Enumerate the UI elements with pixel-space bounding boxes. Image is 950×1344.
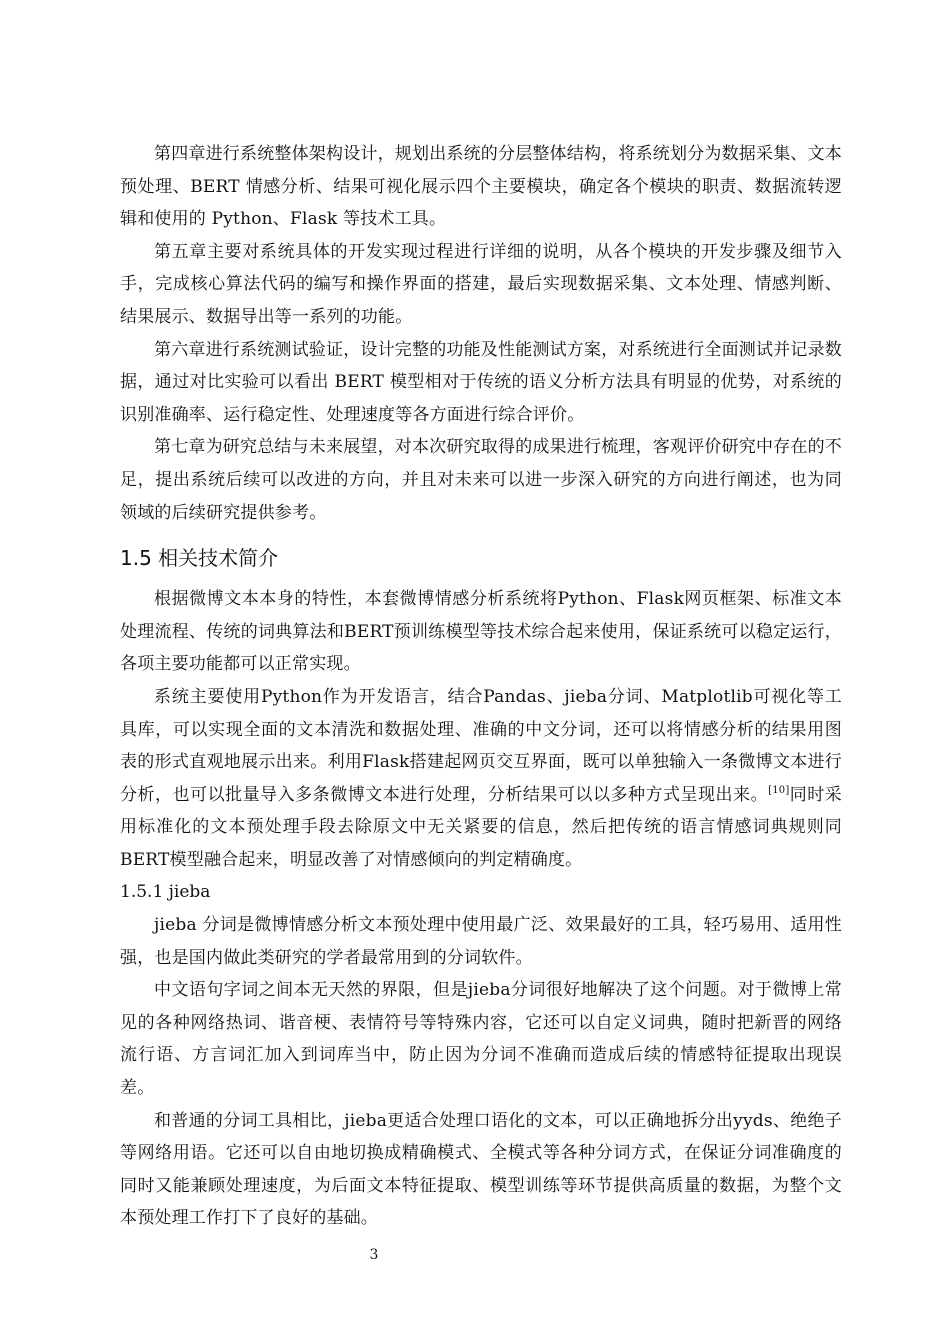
citation-reference[interactable]: [10]: [768, 784, 790, 796]
paragraph-jieba-intro: jieba 分词是微博情感分析文本预处理中使用最广泛、效果最好的工具，轻巧易用、适用性强，也是国内做此类研究的学者最常用到的分词软件。: [120, 915, 842, 968]
paragraph-jieba-comparison: 和普通的分词工具相比，jieba更适合处理口语化的文本，可以正确地拆分出yyds、绝绝子等网络用语。它还可以自由地切换成精确模式、全模式等各种分词方式，在保证分词准确度的同时又能兼顾处理速度，为后面文本特征提取、模型训练等环节提供高质量的数据，为整个文本预处理工作打下了良好的基础。: [120, 1110, 842, 1229]
page-number: 3: [369, 1247, 379, 1263]
page-body: [120, 138, 842, 1235]
subsection-heading: 1.5.1 jieba: [120, 882, 211, 903]
paragraph-system-tools: [120, 681, 842, 877]
paragraph-text-before-citation: 系统主要使用Python作为开发语言，结合Pandas、jieba分词、Matplotlib可视化等工具库，可以实现全面的文本清洗和数据处理、准确的中文分词，还可以将情感分析的结果用图表的形式直观地展示出来。利用Flask搭建起网页交互界面，既可以单独输入一条微博文本进行分析，也可以批量导入多条微博文本进行处理，分析结果可以以多种方式呈现出来。: [120, 686, 842, 805]
section-heading: 1.5 相关技术简介: [120, 546, 279, 571]
paragraph-system-overview: 根据微博文本本身的特性，本套微博情感分析系统将Python、Flask网页框架、标准文本处理流程、传统的词典算法和BERT预训练模型等技术综合起来使用，保证系统可以稳定运行，各项主要功能都可以正常实现。: [120, 589, 842, 675]
paragraph-chapter5: 第五章主要对系统具体的开发实现过程进行详细的说明，从各个模块的开发步骤及细节入手，完成核心算法代码的编写和操作界面的搭建，最后实现数据采集、文本处理、情感判断、结果展示、数据导出等一系列的功能。: [120, 241, 842, 327]
paragraph-chapter4: 第四章进行系统整体架构设计，规划出系统的分层整体结构，将系统划分为数据采集、文本预处理、BERT 情感分析、结果可视化展示四个主要模块，确定各个模块的职责、数据流转逻辑和使用的 Python、Flask 等技术工具。: [120, 144, 842, 230]
paragraph-text-after-citation: 同时采用标准化的文本预处理手段去除原文中无关紧要的信息，然后把传统的语言情感词典规则同BERT模型融合起来，明显改善了对情感倾向的判定精确度。: [120, 784, 842, 870]
paragraph-chapter6: 第六章进行系统测试验证，设计完整的功能及性能测试方案，对系统进行全面测试并记录数据，通过对比实验可以看出 BERT 模型相对于传统的语义分析方法具有明显的优势，对系统的识别准确率、运行稳定性、处理速度等各方面进行综合评价。: [120, 339, 842, 425]
paragraph-chapter7: 第七章为研究总结与未来展望，对本次研究取得的成果进行梳理，客观评价研究中存在的不足，提出系统后续可以改进的方向，并且对未来可以进一步深入研究的方向进行阐述，也为同领域的后续研究提供参考。: [120, 437, 842, 523]
paragraph-jieba-dictionary: 中文语句字词之间本无天然的界限，但是jieba分词很好地解决了这个问题。对于微博上常见的各种网络热词、谐音梗、表情符号等特殊内容，它还可以自定义词典，随时把新晋的网络流行语、方言词汇加入到词库当中，防止因为分词不准确而造成后续的情感特征提取出现误差。: [120, 980, 842, 1099]
